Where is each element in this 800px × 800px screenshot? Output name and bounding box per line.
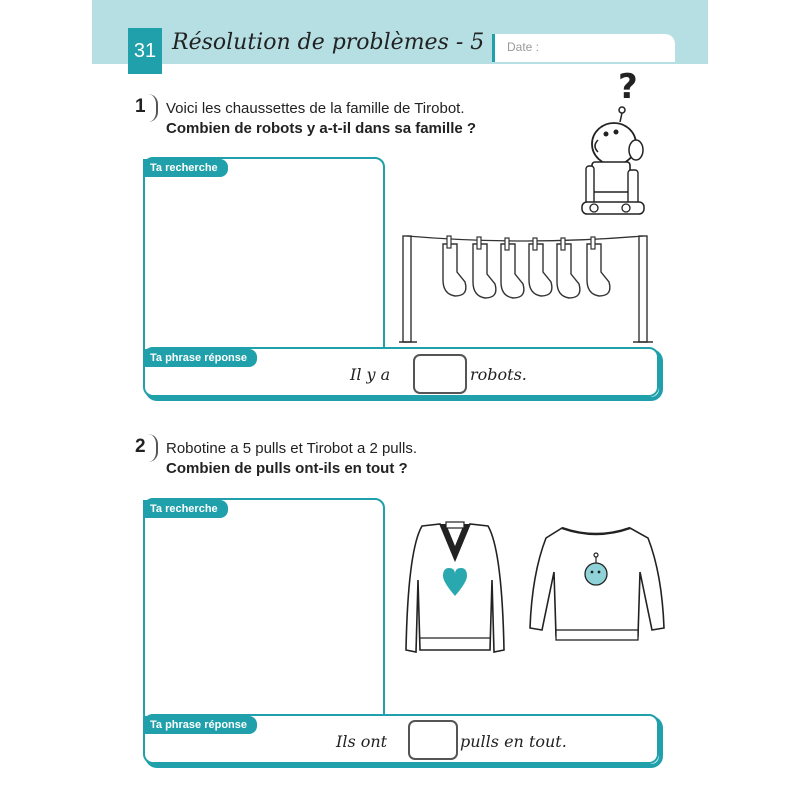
exercise-2-answer-prefix: Ils ont [336, 732, 388, 751]
sock-3 [501, 244, 524, 298]
clothesline-socks-illustration [395, 228, 665, 348]
exercise-1-answer-prefix: Il y a [350, 365, 391, 384]
question-mark-icon: ? [618, 67, 638, 107]
exercise-1-search-label: Ta recherche [143, 159, 228, 177]
robot-sweater-illustration [526, 524, 666, 650]
thinking-robot-illustration [570, 67, 660, 230]
exercise-2-answer-box[interactable] [408, 720, 458, 760]
page-title: Résolution de problèmes - 5 [172, 30, 485, 55]
exercise-1-statement: Voici les chaussettes de la famille de Tirobot. [166, 100, 465, 117]
exercise-2-number: 2 [135, 436, 146, 457]
exercise-2-answer-label: Ta phrase réponse [143, 716, 257, 734]
exercise-1-answer-label: Ta phrase réponse [143, 349, 257, 367]
date-field[interactable] [492, 34, 675, 62]
lesson-number: 31 [128, 28, 162, 74]
exercise-2-bracket [148, 434, 158, 462]
exercise-1-question: Combien de robots y a-t-il dans sa famille ? [166, 120, 477, 137]
exercise-2-question: Combien de pulls ont-ils en tout ? [166, 460, 408, 477]
exercise-2-answer-suffix: pulls en tout. [460, 732, 567, 751]
date-label: Date : [507, 40, 540, 54]
sock-2 [473, 244, 496, 298]
robot-face-icon [585, 563, 607, 585]
sock-5 [557, 244, 580, 298]
exercise-1-number: 1 [135, 96, 146, 117]
exercise-2-search-label: Ta recherche [143, 500, 228, 518]
exercise-1-search-area[interactable] [143, 157, 385, 361]
sock-1 [443, 244, 466, 296]
heart-sweater-illustration [400, 520, 510, 670]
sock-6 [587, 244, 610, 296]
exercise-1-answer-box[interactable] [413, 354, 467, 394]
exercise-1-bracket [148, 94, 158, 122]
sock-4 [529, 244, 552, 296]
exercise-1-answer-suffix: robots. [470, 365, 527, 384]
exercise-2-search-area[interactable] [143, 498, 385, 724]
exercise-2-statement: Robotine a 5 pulls et Tirobot a 2 pulls. [166, 440, 417, 457]
